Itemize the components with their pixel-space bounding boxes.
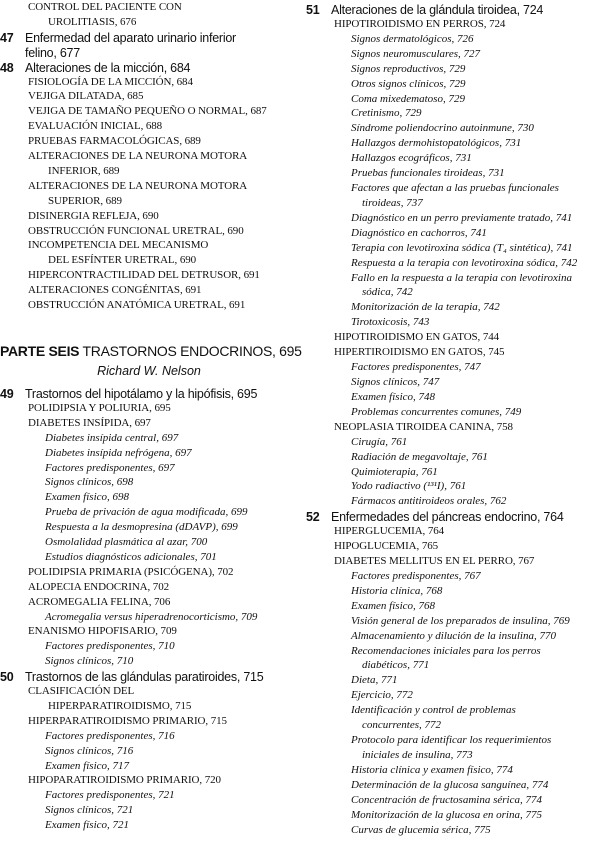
toc-subsection-entry: Cretinismo, 729: [351, 107, 422, 120]
chapter-title: Alteraciones de la glándula tiroidea, 724: [331, 3, 544, 17]
toc-subsection-entry: Factores predisponentes, 721: [45, 789, 175, 802]
toc-section-entry: PRUEBAS FARMACOLÓGICAS, 689: [28, 135, 201, 148]
toc-subsection-entry: Quimioterapia, 761: [351, 465, 438, 478]
toc-subsection-entry: Signos clínicos, 721: [45, 804, 134, 817]
toc-subsection-entry: Examen físico, 721: [45, 819, 130, 832]
toc-section-entry: ALOPECIA ENDOCRINA, 702: [28, 580, 170, 593]
toc-subsection-entry: Factores predisponentes, 697: [45, 461, 175, 474]
toc-section-entry: POLIDIPSIA PRIMARIA (PSICÓGENA), 702: [28, 565, 234, 578]
toc-section-entry: DISINERGIA REFLEJA, 690: [28, 209, 159, 222]
toc-subsection-entry: Síndrome poliendocrino autoinmune, 730: [351, 122, 534, 135]
toc-section-entry-continued: DEL ESFÍNTER URETRAL, 690: [48, 254, 197, 267]
chapter-title: Alteraciones de la micción, 684: [25, 60, 191, 75]
toc-subsection-entry: Diabetes insípida nefrógena, 697: [45, 446, 192, 459]
toc-section-entry: CLASIFICACIÓN DEL: [28, 685, 135, 697]
toc-section-entry: FISIOLOGÍA DE LA MICCIÓN, 684: [28, 75, 193, 88]
toc-section-entry: POLIDIPSIA Y POLIURIA, 695: [28, 401, 171, 414]
toc-subsection-entry: Dieta, 771: [351, 674, 398, 687]
toc-section-entry: EVALUACIÓN INICIAL, 688: [28, 120, 163, 133]
toc-subsection-entry: Coma mixedematoso, 729: [351, 92, 465, 105]
toc-subsection-entry: Recomendaciones iniciales para los perros: [351, 644, 541, 657]
part-title: TRASTORNOS ENDOCRINOS, 695: [79, 343, 302, 359]
toc-section-entry: ENANISMO HIPOFISARIO, 709: [28, 625, 177, 638]
toc-subsection-entry: Radiación de megavoltaje, 761: [351, 450, 488, 463]
chapter-number: 52: [306, 510, 320, 525]
toc-subsection-entry: Signos clínicos, 716: [45, 744, 134, 757]
toc-subsection-entry: Cirugía, 761: [351, 435, 408, 448]
toc-subsection-entry: Diagnóstico en un perro previamente tratado, 741: [351, 211, 573, 224]
toc-subsection-entry: Examen físico, 717: [45, 759, 130, 772]
toc-subsection-entry: Factores que afectan a las pruebas funcionales: [351, 182, 559, 195]
chapter-heading: [306, 4, 543, 17]
toc-subsection-entry: Terapia con levotiroxina sódica (T₄ sintética), 741: [351, 241, 573, 254]
toc-subsection-entry: Concentración de fructosamina sérica, 774: [351, 793, 542, 806]
chapter-heading: [0, 388, 257, 401]
toc-section-entry: OBSTRUCCIÓN ANATÓMICA URETRAL, 691: [28, 299, 246, 311]
toc-subsection-entry: Signos dermatológicos, 726: [351, 32, 474, 45]
toc-subsection-entry: Identificación y control de problemas: [351, 704, 516, 717]
toc-subsection-entry: Yodo radiactivo (¹³¹I), 761: [351, 480, 467, 493]
toc-section-entry: OBSTRUCCIÓN FUNCIONAL URETRAL, 690: [28, 224, 244, 237]
toc-subsection-entry: Prueba de privación de agua modificada, 699: [45, 506, 248, 519]
toc-subsection-entry: Factores predisponentes, 710: [45, 640, 175, 653]
toc-section-entry: VEJIGA DILATADA, 685: [28, 90, 144, 103]
toc-subsection-entry: Respuesta a la desmopresina (dDAVP), 699: [45, 521, 238, 534]
chapter-heading: [0, 62, 190, 75]
chapter-number: 49: [0, 387, 14, 401]
toc-subsection-entry: Estudios diagnósticos adicionales, 701: [45, 550, 217, 563]
chapter-number: 47: [0, 30, 14, 45]
toc-subsection-entry: Factores predisponentes, 747: [351, 361, 481, 374]
toc-section-entry: HIPOTIROIDISMO EN GATOS, 744: [334, 331, 500, 344]
toc-subsection-entry: Signos neuromusculares, 727: [351, 47, 481, 60]
toc-subsection-entry-continued: concurrentes, 772: [362, 719, 442, 732]
toc-subsection-entry: Visión general de los preparados de insulina, 769: [351, 614, 570, 627]
toc-subsection-entry: Ejercicio, 772: [351, 689, 413, 702]
part-label: PARTE SEIS: [0, 343, 80, 359]
toc-section-entry: CONTROL DEL PACIENTE CON: [28, 1, 182, 13]
toc-subsection-entry: Hallazgos ecográficos, 731: [351, 152, 472, 165]
chapter-title: Trastornos del hipotálamo y la hipófisis, 695: [25, 387, 258, 401]
chapter-heading: [0, 32, 236, 45]
toc-subsection-entry: Monitorización de la glucosa en orina, 775: [351, 808, 542, 821]
toc-subsection-entry: Otros signos clínicos, 729: [351, 77, 466, 90]
toc-section-entry: HIPOTIROIDISMO EN PERROS, 724: [334, 17, 506, 30]
toc-section-entry-continued: INFERIOR, 689: [48, 164, 120, 177]
part-heading: [0, 344, 302, 358]
toc-subsection-entry: Examen físico, 698: [45, 491, 130, 504]
chapter-number: 51: [306, 3, 320, 17]
toc-section-entry: DIABETES INSÍPIDA, 697: [28, 416, 151, 429]
toc-subsection-entry: Hallazgos dermohistopatológicos, 731: [351, 137, 522, 150]
toc-subsection-entry: Tirotoxicosis, 743: [351, 316, 430, 329]
toc-section-entry: ALTERACIONES DE LA NEURONA MOTORA: [28, 179, 248, 192]
chapter-title: Enfermedad del aparato urinario inferior: [25, 30, 236, 45]
toc-subsection-entry: Historia clínica y examen físico, 774: [351, 763, 513, 776]
toc-section-entry: HIPERTIROIDISMO EN GATOS, 745: [334, 346, 505, 359]
toc-section-entry-continued: SUPERIOR, 689: [48, 194, 122, 207]
toc-section-entry: ALTERACIONES CONGÉNITAS, 691: [28, 284, 202, 297]
toc-subsection-entry-continued: diabéticos, 771: [362, 659, 430, 672]
toc-section-entry: ALTERACIONES DE LA NEURONA MOTORA: [28, 150, 248, 162]
toc-subsection-entry: Diabetes insípida central, 697: [45, 431, 179, 444]
toc-subsection-entry: Pruebas funcionales tiroideas, 731: [351, 167, 505, 180]
toc-subsection-entry: Signos clínicos, 747: [351, 376, 440, 388]
toc-section-entry: HIPOGLUCEMIA, 765: [334, 540, 439, 553]
toc-section-entry: ACROMEGALIA FELINA, 706: [28, 595, 171, 608]
chapter-heading: [0, 671, 263, 684]
toc-section-entry: VEJIGA DE TAMAÑO PEQUEÑO O NORMAL, 687: [28, 105, 267, 118]
chapter-heading: [306, 511, 564, 524]
toc-subsection-entry-continued: iniciales de insulina, 773: [362, 749, 473, 761]
chapter-title: Enfermedades del páncreas endocrino, 764: [331, 510, 564, 525]
chapter-number: 50: [0, 670, 14, 685]
toc-subsection-entry: Diagnóstico en cachorros, 741: [351, 226, 487, 239]
chapter-title-continued: felino, 677: [25, 45, 80, 60]
toc-subsection-entry: Respuesta a la terapia con levotiroxina sódica, 742: [351, 256, 578, 269]
toc-section-entry-continued: UROLITIASIS, 676: [48, 15, 137, 28]
toc-section-entry-continued: HIPERPARATIROIDISMO, 715: [48, 699, 192, 712]
part-author: Richard W. Nelson: [97, 364, 201, 378]
toc-subsection-entry-continued: tiroideas, 737: [362, 196, 423, 209]
toc-section-entry: HIPERPARATIROIDISMO PRIMARIO, 715: [28, 714, 227, 727]
toc-subsection-entry: Determinación de la glucosa sanguínea, 774: [351, 778, 549, 791]
toc-subsection-entry: Examen físico, 768: [351, 599, 436, 612]
toc-subsection-entry-continued: sódica, 742: [362, 286, 413, 299]
toc-subsection-entry: Signos clínicos, 710: [45, 655, 134, 668]
toc-subsection-entry: Fármacos antitiroideos orales, 762: [351, 495, 507, 508]
toc-subsection-entry: Protocolo para identificar los requerimientos: [351, 734, 552, 747]
toc-subsection-entry: Problemas concurrentes comunes, 749: [351, 405, 522, 418]
toc-subsection-entry: Signos clínicos, 698: [45, 476, 134, 489]
toc-section-entry: HIPOPARATIROIDISMO PRIMARIO, 720: [28, 774, 221, 787]
toc-subsection-entry: Factores predisponentes, 767: [351, 569, 481, 582]
toc-section-entry: INCOMPETENCIA DEL MECANISMO: [28, 239, 209, 252]
toc-subsection-entry: Curvas de glucemia sérica, 775: [351, 823, 491, 836]
toc-subsection-entry: Examen físico, 748: [351, 390, 436, 403]
toc-subsection-entry: Factores predisponentes, 716: [45, 729, 175, 742]
chapter-number: 48: [0, 60, 14, 75]
toc-section-entry: NEOPLASIA TIROIDEA CANINA, 758: [334, 420, 513, 433]
toc-subsection-entry: Fallo en la respuesta a la terapia con levotiroxina: [351, 271, 572, 284]
toc-section-entry: HIPERGLUCEMIA, 764: [334, 525, 445, 538]
toc-section-entry: HIPERCONTRACTILIDAD DEL DETRUSOR, 691: [28, 269, 260, 282]
toc-subsection-entry: Osmolalidad plasmática al azar, 700: [45, 536, 208, 548]
chapter-title: Trastornos de las glándulas paratiroides, 715: [25, 670, 264, 685]
toc-subsection-entry: Monitorización de la terapia, 742: [351, 301, 500, 314]
toc-subsection-entry: Historia clínica, 768: [351, 584, 443, 597]
toc-subsection-entry: Signos reproductivos, 729: [351, 62, 466, 75]
toc-subsection-entry: Almacenamiento y dilución de la insulina, 770: [351, 629, 556, 642]
toc-section-entry: DIABETES MELLITUS EN EL PERRO, 767: [334, 555, 535, 568]
toc-subsection-entry: Acromegalia versus hiperadrenocorticismo, 709: [45, 610, 258, 623]
